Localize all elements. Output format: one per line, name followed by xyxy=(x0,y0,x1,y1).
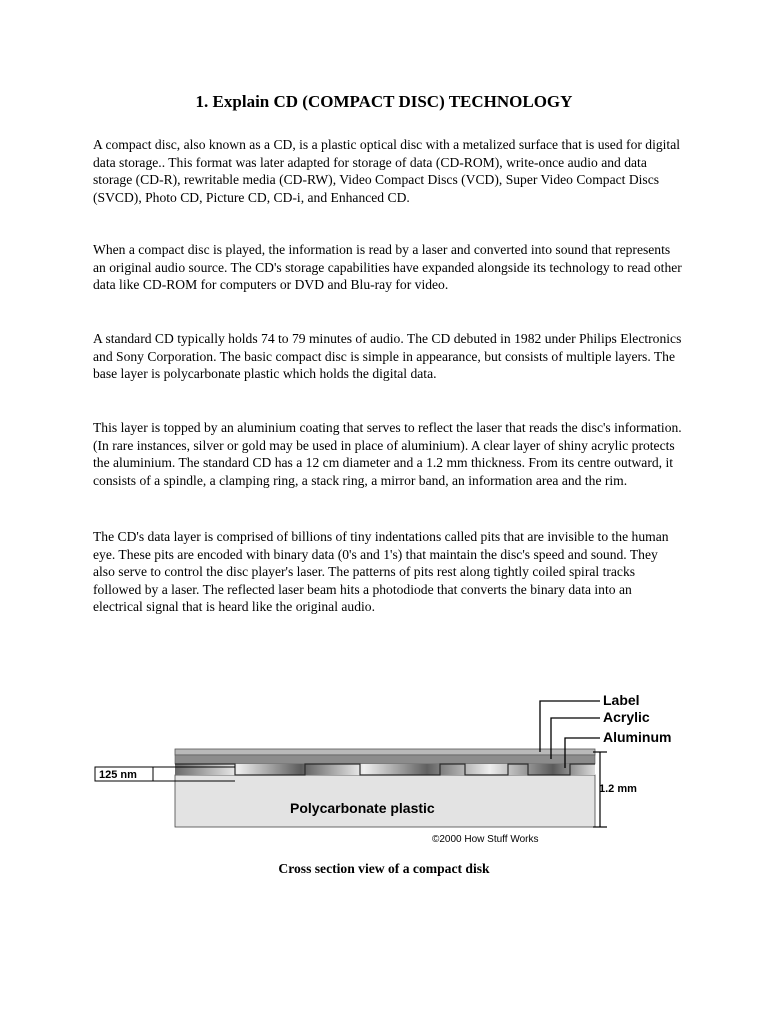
figure-label-label: Label xyxy=(603,692,640,708)
paragraph-1: A compact disc, also known as a CD, is a plastic optical disc with a metalized surface that is used for digital data storage.. This format was later adapted for storage of data (CD-ROM), write-once audio and data storage (CD-R), rewritable media (CD-RW), Video Compact Discs (VCD), Super Video Compact Discs (SVCD), Photo CD, Picture CD, CD-i, and Enhanced CD. xyxy=(93,137,681,205)
aluminum-layer xyxy=(175,764,595,775)
label-layer xyxy=(175,749,595,755)
paragraph-3: A standard CD typically holds 74 to 79 minutes of audio. The CD debuted in 1982 under Philips Electronics and Sony Corporation. The basic compact disc is simple in appearance, but consists of multiple layers. The base layer is polycarbonate plastic which holds the digital data. xyxy=(93,331,682,382)
figure-credit: ©2000 How Stuff Works xyxy=(432,834,539,845)
page-title: 1. Explain CD (COMPACT DISC) TECHNOLOGY xyxy=(195,92,573,111)
paragraph-5: The CD's data layer is comprised of billions of tiny indentations called pits that are invisible to the human eye. These pits are encoded with binary data (0's and 1's) that maintain the disc's speed and sound. They also serve to control the disc player's laser. The patterns of pits rest along tightly coiled spiral tracks followed by a laser. The reflected laser beam hits a photodiode that converts the binary data into an electrical signal that is heard like the original audio. xyxy=(93,529,669,615)
figure-label-acrylic: Acrylic xyxy=(603,709,650,725)
figure-label-pit-depth: 125 nm xyxy=(99,769,137,781)
paragraph-4: This layer is topped by an aluminium coating that serves to reflect the laser that reads the disc's information. (In rare instances, silver or gold may be used in place of aluminium). A clear layer of shiny acrylic protects the aluminium. The standard CD has a 12 cm diameter and a 1.2 mm thickness. From its centre outward, it consists of a spindle, a clamping ring, a stack ring, a mirror band, an information area and the rim. xyxy=(93,420,682,488)
acrylic-layer xyxy=(175,755,595,764)
figure-label-aluminum: Aluminum xyxy=(603,729,672,745)
figure-caption: Cross section view of a compact disk xyxy=(278,861,490,876)
cd-cross-section-figure xyxy=(90,684,690,849)
figure-label-thickness: 1.2 mm xyxy=(599,783,637,795)
paragraph-2: When a compact disc is played, the information is read by a laser and converted into sound that represents an original audio source. The CD's storage capabilities have expanded alongside its technology to read other data like CD-ROM for computers or DVD and Blu-ray for video. xyxy=(93,242,682,293)
label-leader xyxy=(540,701,600,752)
figure-label-base: Polycarbonate plastic xyxy=(290,800,435,816)
